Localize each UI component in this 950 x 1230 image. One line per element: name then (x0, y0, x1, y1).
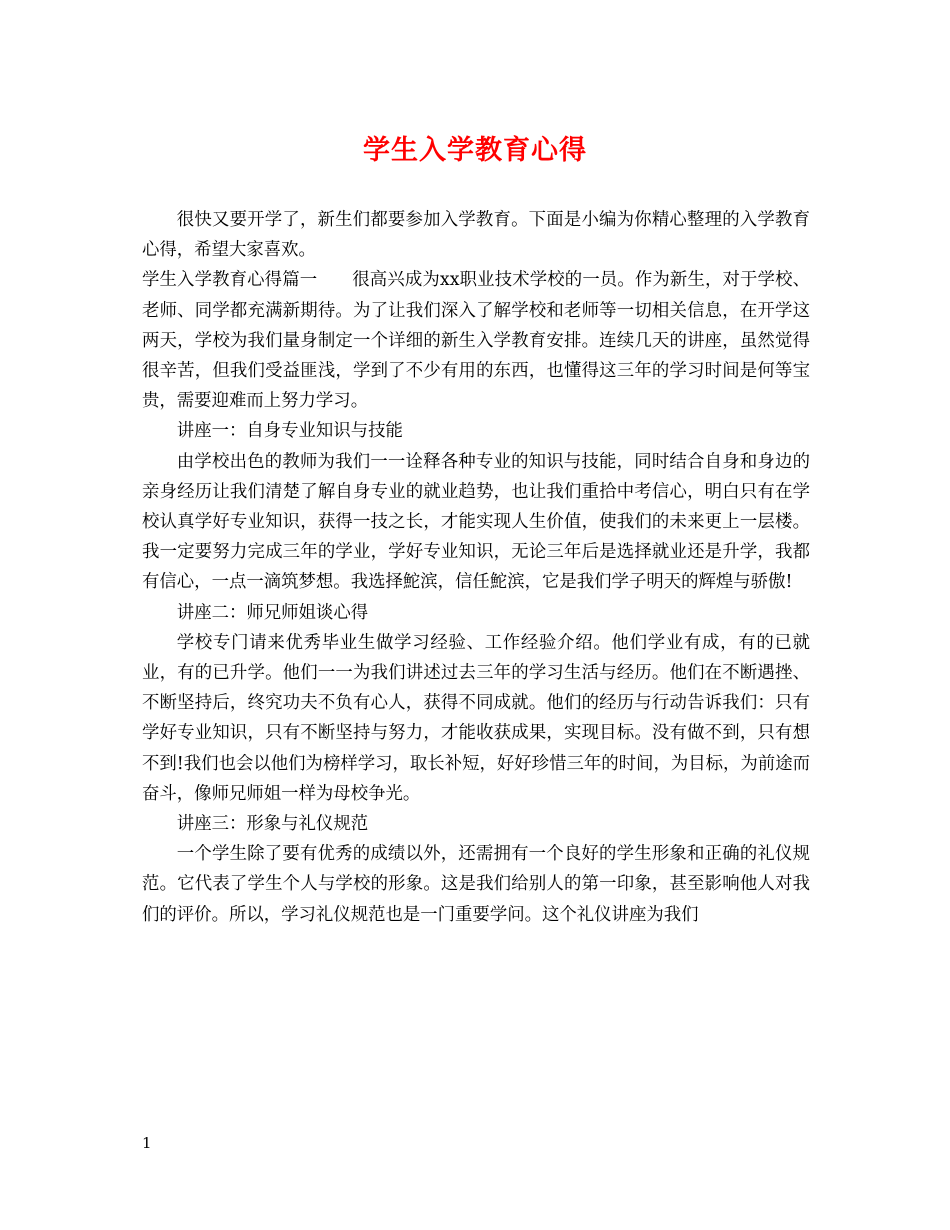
page-number: 1 (142, 1134, 152, 1152)
lecture-three-paragraph: 一个学生除了要有优秀的成绩以外，还需拥有一个良好的学生形象和正确的礼仪规范。它代表了学生个人与学校的形象。这是我们给别人的第一印象，甚至影响他人对我们的评价。所以，学习礼仪规范也是一门重要学问。这个礼仪讲座为我们 (142, 844, 810, 925)
lecture-one-heading: 讲座一：自身专业知识与技能 (176, 421, 403, 442)
document-title: 学生入学教育心得 (363, 135, 587, 166)
lecture-two-paragraph: 学校专门请来优秀毕业生做学习经验、工作经验介绍。他们学业有成，有的已就业，有的已升学。他们一一为我们讲述过去三年的学习生活与经历。他们在不断遇挫、不断坚持后，终究功夫不负有心人，获得不同成就。他们的经历与行动告诉我们：只有学好专业知识，只有不断坚持与努力，才能收获成果，实现目标。没有做不到，只有想不到!我们也会以他们为榜样学习，取长补短，好好珍惜三年的时间，为目标，为前途而奋斗，像师兄师姐一样为母校争光。 (142, 632, 810, 804)
lecture-three-heading: 讲座三：形象与礼仪规范 (176, 814, 369, 835)
lecture-two-heading: 讲座二：师兄师姐谈心得 (176, 602, 369, 623)
document-body (142, 205, 810, 930)
lecture-one-paragraph: 由学校出色的教师为我们一一诠释各种专业的知识与技能，同时结合自身和身边的亲身经历让我们清楚了解自身专业的就业趋势，也让我们重拾中考信心，明白只有在学校认真学好专业知识，获得一技之长，才能实现人生价值，使我们的未来更上一层楼。我一定要努力完成三年的学业，学好专业知识，无论三年后是选择就业还是升学，我都有信心，一点一滴筑梦想。我选择鮀滨，信任鮀滨，它是我们学子明天的辉煌与骄傲! (142, 451, 810, 593)
intro-paragraph: 很快又要开学了，新生们都要参加入学教育。下面是小编为你精心整理的入学教育心得，希望大家喜欢。 (142, 210, 810, 261)
article-one-paragraph: 学生入学教育心得篇一 很高兴成为xx职业技术学校的一员。作为新生，对于学校、老师、同学都充满新期待。为了让我们深入了解学校和老师等一切相关信息，在开学这两天，学校为我们量身制定一个详细的新生入学教育安排。连续几天的讲座，虽然觉得很辛苦，但我们受益匪浅，学到了不少有用的东西，也懂得这三年的学习时间是何等宝贵，需要迎难而上努力学习。 (142, 270, 810, 412)
